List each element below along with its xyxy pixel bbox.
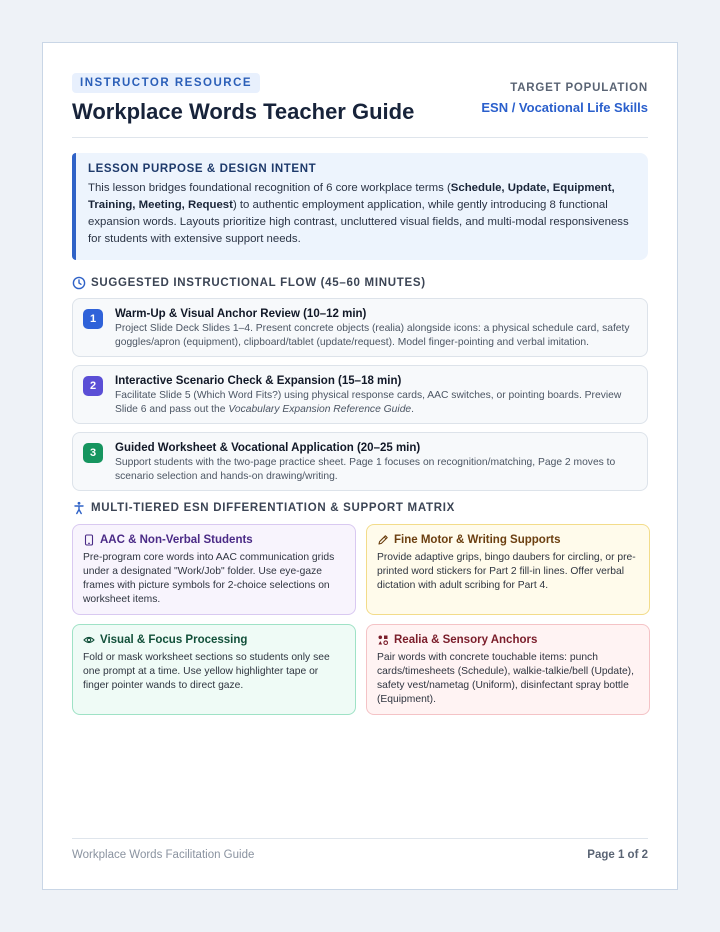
tablet-icon bbox=[83, 534, 95, 546]
target-label: TARGET POPULATION bbox=[510, 82, 648, 94]
card-text: Fold or mask worksheet sections so students only see one prompt at a time. Use yellow highlighter tape or finger pointer wands to direct gaze. bbox=[83, 652, 330, 691]
support-card bbox=[72, 524, 356, 615]
matrix-title: MULTI-TIERED ESN DIFFERENTIATION & SUPPORT MATRIX bbox=[91, 502, 455, 514]
page-number: Page 1 of 2 bbox=[587, 849, 648, 861]
card-text: Pair words with concrete touchable items: punch cards/timesheets (Schedule), walkie-talkie/bell (Update), safety vest/nametag (Uniform), disinfectant spray bottle (Equipment). bbox=[377, 652, 634, 705]
step-title: Warm-Up & Visual Anchor Review (10–12 min) bbox=[115, 308, 367, 320]
purpose-title: LESSON PURPOSE & DESIGN INTENT bbox=[88, 163, 317, 175]
step-number: 2 bbox=[83, 376, 103, 396]
footer-guide-name: Workplace Words Facilitation Guide bbox=[72, 849, 255, 861]
guide-page bbox=[42, 42, 678, 890]
flow-title: SUGGESTED INSTRUCTIONAL FLOW (45–60 MINUTES) bbox=[91, 277, 426, 289]
card-header bbox=[83, 534, 345, 546]
step-body bbox=[115, 375, 635, 414]
support-matrix bbox=[72, 524, 648, 715]
purpose-text bbox=[88, 180, 634, 248]
card-title: Visual & Focus Processing bbox=[100, 634, 248, 646]
page-header bbox=[72, 73, 648, 138]
lesson-purpose-callout bbox=[72, 153, 648, 260]
eye-icon bbox=[83, 634, 95, 646]
purpose-core-terms: Schedule, Update, Equipment, Training, Meeting, Request bbox=[88, 182, 615, 211]
step-item bbox=[72, 298, 648, 357]
matrix-section-heading bbox=[72, 501, 648, 515]
step-body bbox=[115, 308, 635, 347]
target-value: ESN / Vocational Life Skills bbox=[481, 100, 648, 115]
pencil-icon bbox=[377, 534, 389, 546]
support-card bbox=[366, 624, 650, 715]
target-population bbox=[481, 82, 648, 125]
shapes-icon bbox=[377, 634, 389, 646]
step-number: 1 bbox=[83, 309, 103, 329]
accessibility-icon bbox=[72, 501, 86, 515]
flow-section-heading bbox=[72, 276, 648, 290]
step-description-end: . bbox=[411, 403, 415, 415]
card-title: AAC & Non-Verbal Students bbox=[100, 534, 253, 546]
card-title: Fine Motor & Writing Supports bbox=[394, 534, 561, 546]
support-card bbox=[366, 524, 650, 615]
resource-badge: INSTRUCTOR RESOURCE bbox=[72, 73, 260, 93]
clock-icon bbox=[72, 276, 86, 290]
step-item bbox=[72, 365, 648, 424]
step-number: 3 bbox=[83, 443, 103, 463]
card-title: Realia & Sensory Anchors bbox=[394, 634, 538, 646]
header-left bbox=[72, 73, 414, 125]
step-description: Support students with the two-page practice sheet. Page 1 focuses on recognition/matching, Page 2 moves to scenario selection and hands-on drawing/writing. bbox=[115, 457, 616, 482]
step-description-start: Facilitate Slide 5 (Which Word Fits?) using physical response cards, AAC switches, or pointing boards. Preview Slide 6 and pass out the bbox=[115, 390, 622, 415]
card-header bbox=[83, 634, 345, 646]
purpose-text-end: ) to authentic employment application, while gently introducing 8 functional expansion words. Layouts prioritize high contrast, uncluttered visual fields, and multi-modal responsiveness for students with extensive support needs. bbox=[88, 199, 629, 245]
step-description bbox=[115, 389, 635, 416]
card-text: Provide adaptive grips, bingo daubers for circling, or pre-printed word stickers for Part 2 fill-in lines. Offer verbal dictation with adult scribing for Part 4. bbox=[377, 552, 636, 591]
step-item bbox=[72, 432, 648, 491]
step-title: Guided Worksheet & Vocational Application (20–25 min) bbox=[115, 442, 421, 454]
page-title: Workplace Words Teacher Guide bbox=[72, 99, 415, 124]
card-header bbox=[377, 634, 639, 646]
page-footer bbox=[72, 838, 648, 861]
step-description: Project Slide Deck Slides 1–4. Present concrete objects (realia) alongside icons: a physical schedule card, safety goggles/apron (equipment), clipboard/tablet (update/request). Model finger-pointing and verbal imitation. bbox=[115, 323, 630, 348]
step-body bbox=[115, 442, 635, 481]
purpose-text-start: This lesson bridges foundational recognition of 6 core workplace terms ( bbox=[88, 182, 451, 194]
reference-guide-title: Vocabulary Expansion Reference Guide bbox=[228, 403, 412, 415]
instructional-steps bbox=[72, 298, 648, 491]
support-card bbox=[72, 624, 356, 715]
step-title: Interactive Scenario Check & Expansion (15–18 min) bbox=[115, 375, 402, 387]
card-header bbox=[377, 534, 639, 546]
card-text: Pre-program core words into AAC communication grids under a designated "Work/Job" folder. Use eye-gaze frames with picture symbols for 2-choice selections on worksheet items. bbox=[83, 552, 335, 605]
